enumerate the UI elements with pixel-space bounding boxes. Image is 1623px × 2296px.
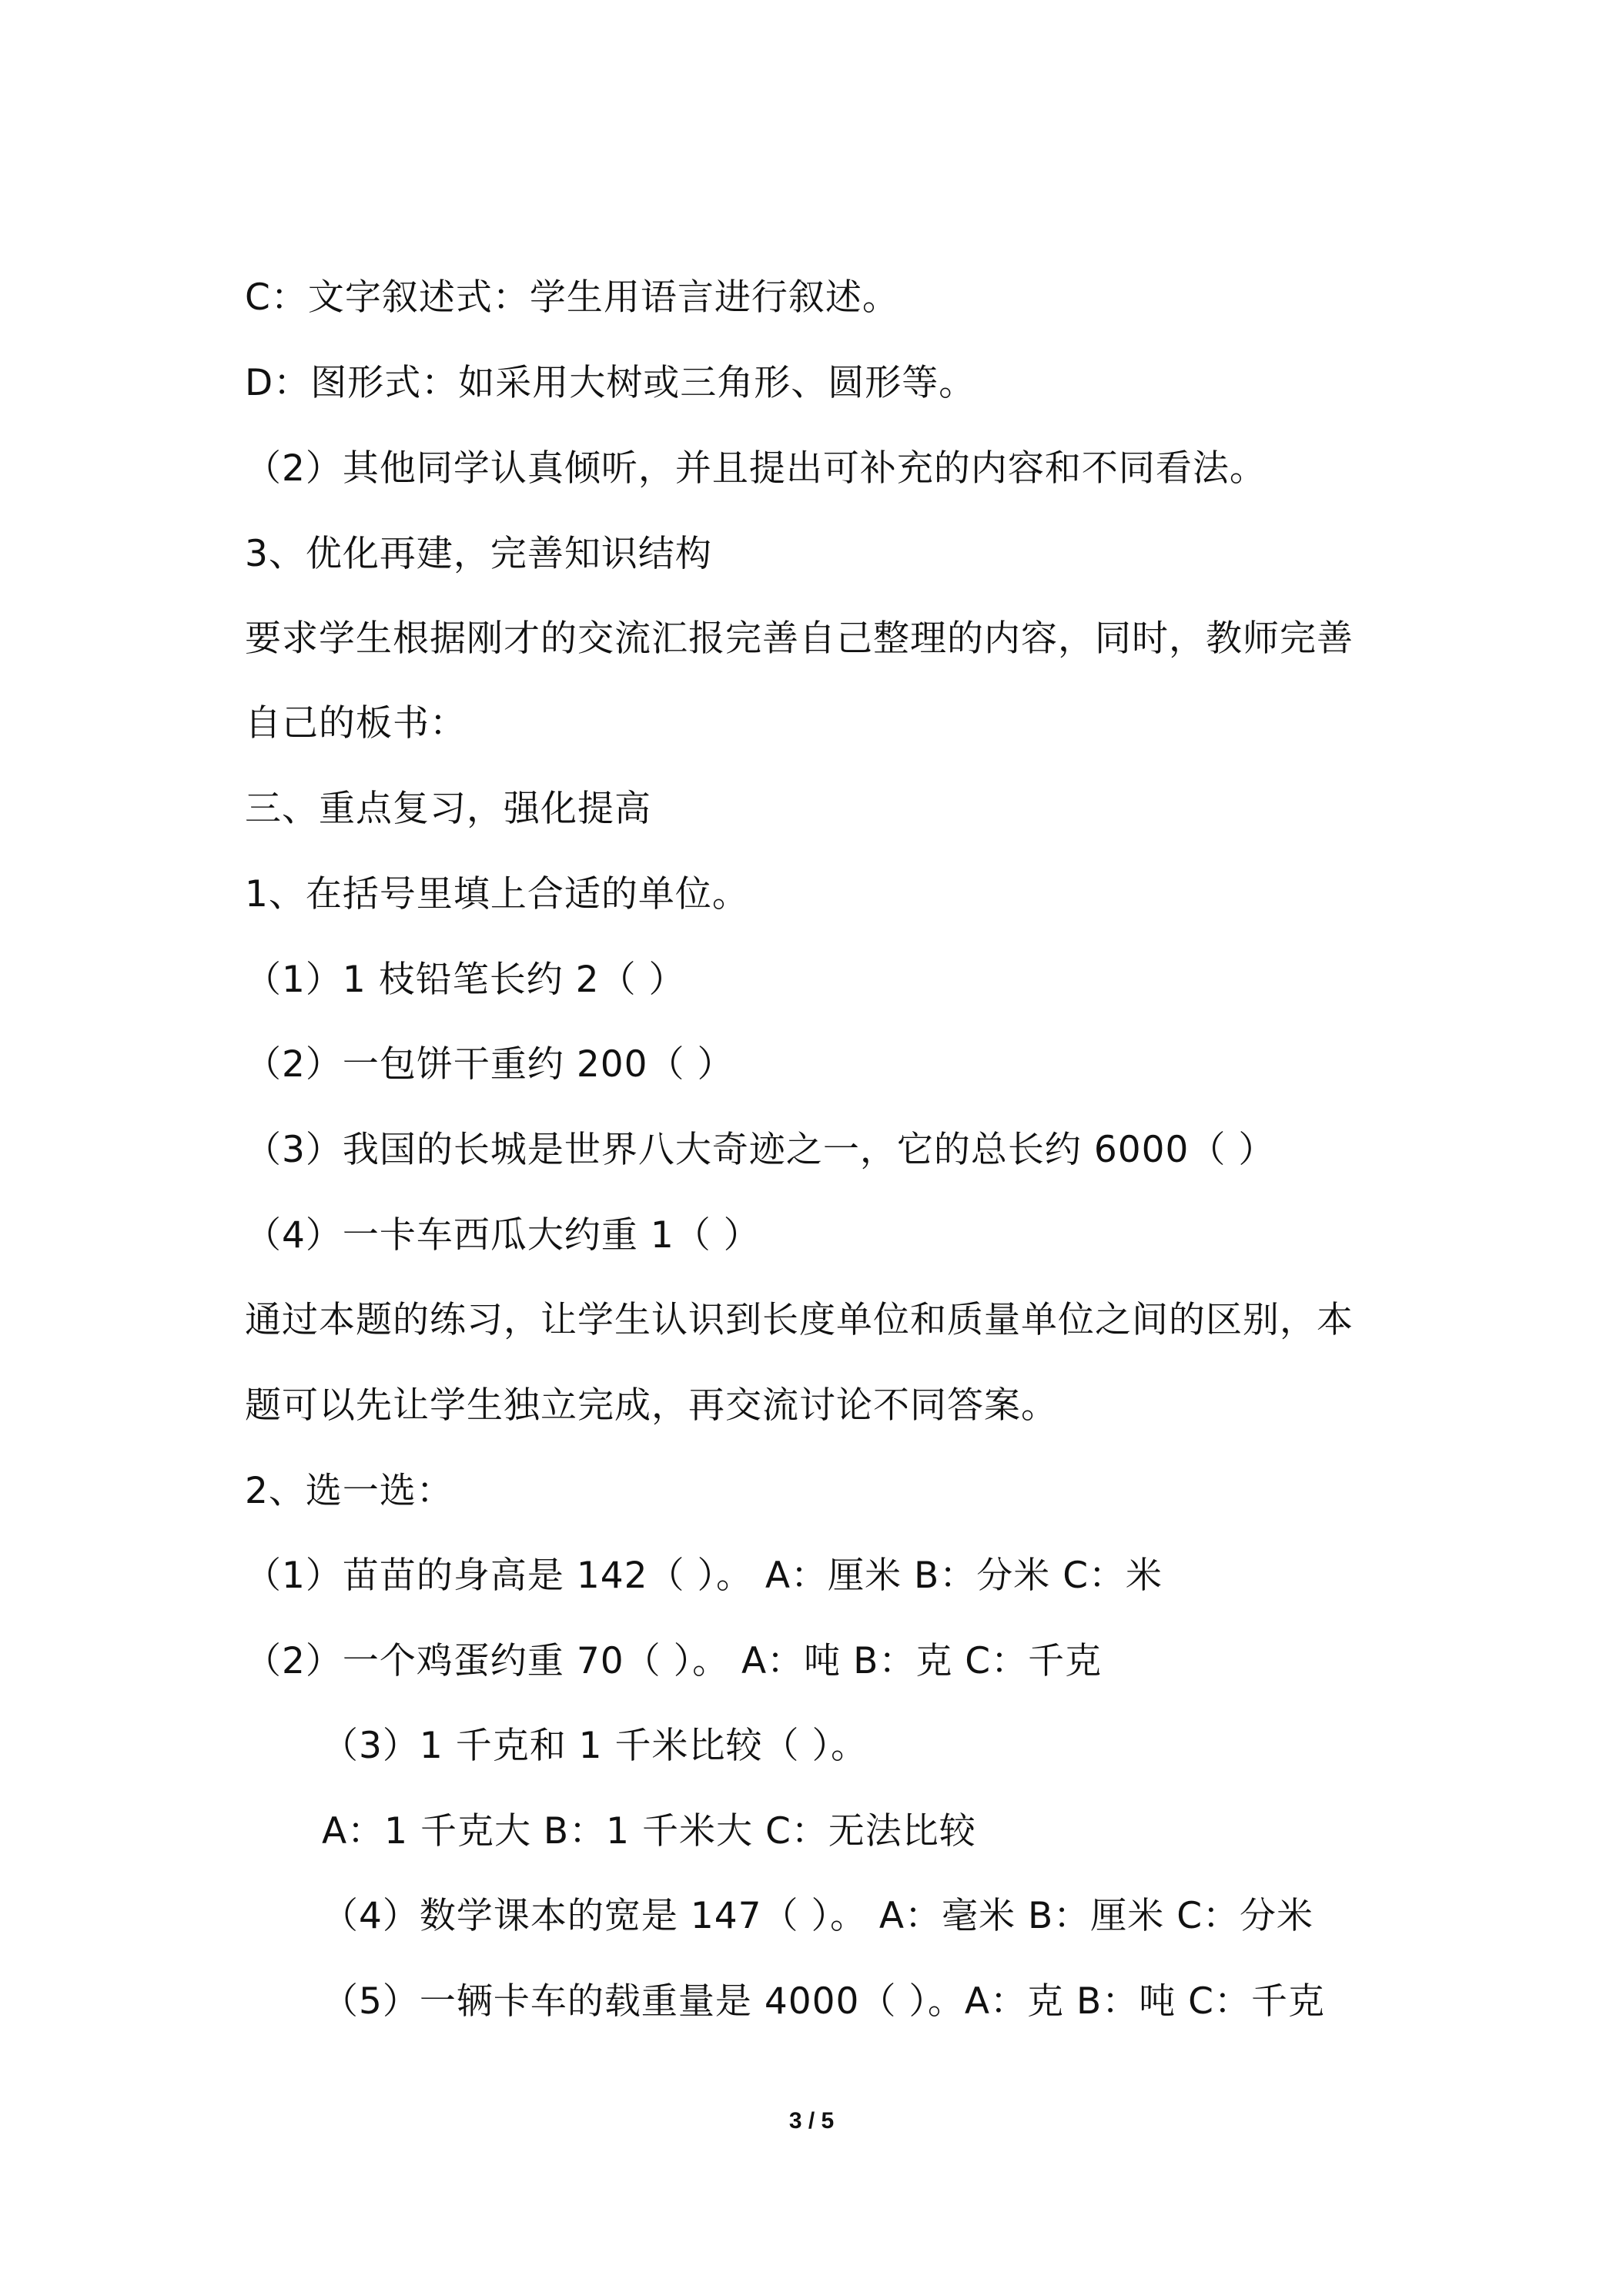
page-number: 3 / 5 <box>788 2108 835 2134</box>
question-heading: 2、选一选： <box>245 1470 453 1512</box>
question-heading: 1、在括号里填上合适的单位。 <box>245 873 749 915</box>
question-options: A：1 千克大 B：1 千米大 C：无法比较 <box>322 1810 976 1853</box>
text-line: 题可以先让学生独立完成，再交流讨论不同答案。 <box>245 1384 1058 1427</box>
question-item: （4）数学课本的宽是 147（ ）。 A：毫米 B：厘米 C：分米 <box>322 1895 1314 1937</box>
question-item: （3）我国的长城是世界八大奇迹之一，它的总长约 6000（ ） <box>245 1129 1276 1171</box>
question-item: （1）苗苗的身高是 142（ ）。 A：厘米 B：分米 C：米 <box>245 1555 1163 1597</box>
question-item: （1）1 枝铅笔长约 2（ ） <box>245 959 686 1001</box>
text-line: D：图形式：如采用大树或三角形、圆形等。 <box>245 362 976 404</box>
question-item: （2）一个鸡蛋约重 70（ ）。 A：吨 B：克 C：千克 <box>245 1640 1103 1682</box>
text-line: 通过本题的练习，让学生认识到长度单位和质量单位之间的区别，本 <box>245 1299 1354 1341</box>
text-line: （2）其他同学认真倾听，并且提出可补充的内容和不同看法。 <box>245 447 1267 490</box>
question-item: （2）一包饼干重约 200（ ） <box>245 1043 735 1086</box>
text-line: C：文字叙述式：学生用语言进行叙述。 <box>245 276 899 319</box>
text-line: 要求学生根据刚才的交流汇报完善自己整理的内容，同时，教师完善 <box>245 618 1354 660</box>
question-item: （4）一卡车西瓜大约重 1（ ） <box>245 1214 761 1257</box>
section-heading: 3、优化再建，完善知识结构 <box>245 533 712 575</box>
text-line: 自己的板书： <box>245 702 467 745</box>
question-item: （3）1 千克和 1 千米比较（ ）。 <box>322 1725 868 1767</box>
question-item: （5）一辆卡车的载重量是 4000（ ）。A：克 B：吨 C：千克 <box>322 1980 1325 2023</box>
section-heading: 三、重点复习，强化提高 <box>245 788 651 830</box>
